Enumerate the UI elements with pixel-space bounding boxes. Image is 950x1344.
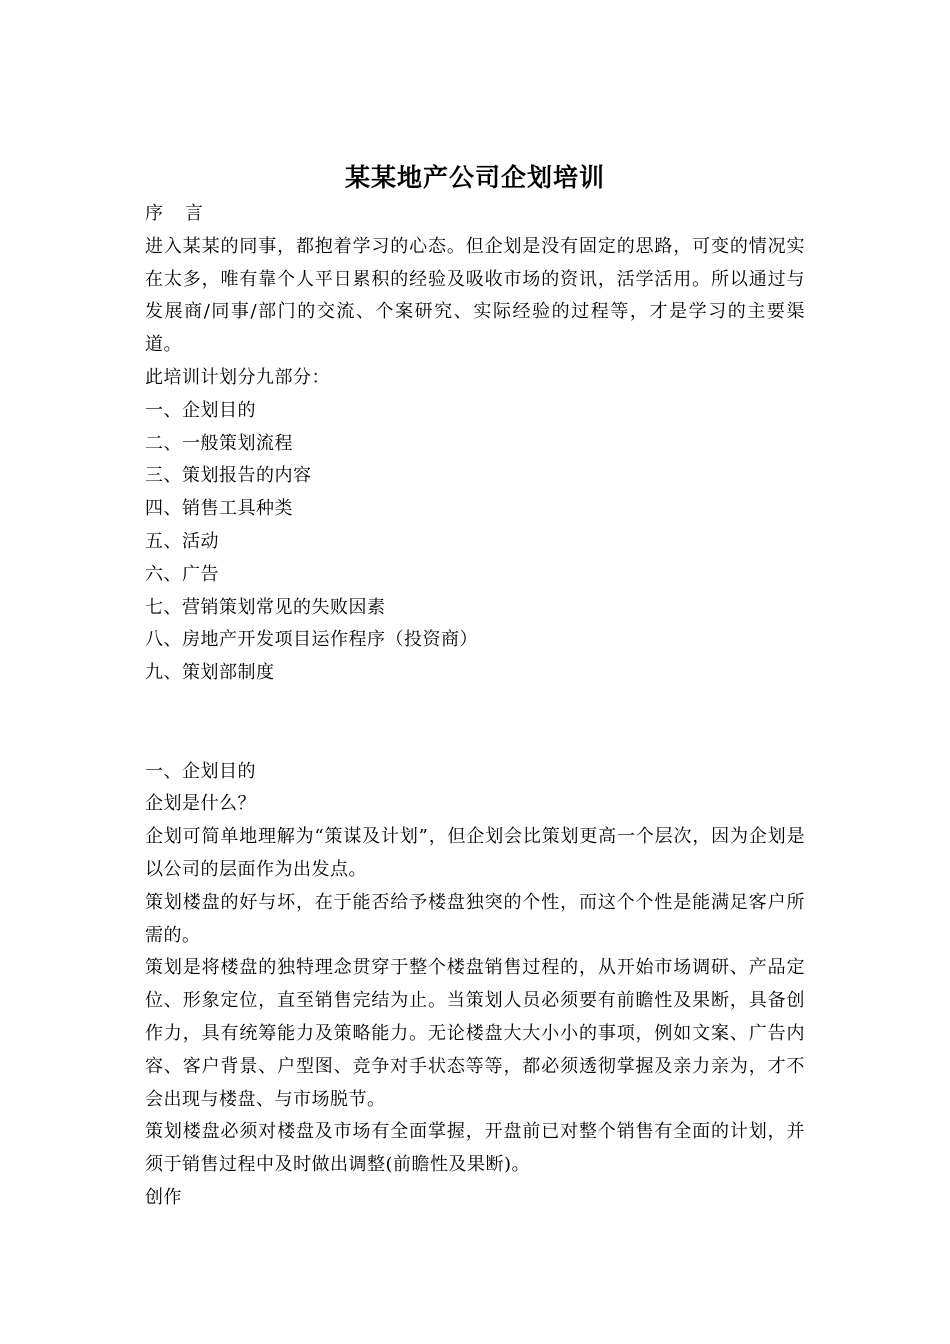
section-paragraph: 企划可简单地理解为“策谋及计划”，但企划会比策划更高一个层次，因为企划是以公司的层面作为出发点。 — [145, 826, 805, 880]
preface-paragraph: 进入某某的同事，都抱着学习的心态。但企划是没有固定的思路，可变的情况实在太多，唯有靠个人平日累积的经验及吸收市场的资讯，活学活用。所以通过与发展商/同事/部门的交流、个案研究、实际经验的过程等，才是学习的主要渠道。 — [145, 235, 805, 356]
document-body — [145, 198, 805, 1215]
document-title: 某某地产公司企划培训 — [344, 163, 605, 192]
toc-item: 二、一般策划流程 — [145, 432, 293, 454]
toc-item: 四、销售工具种类 — [145, 498, 293, 520]
section-question: 企划是什么？ — [145, 793, 256, 815]
section-paragraph: 策划楼盘必须对楼盘及市场有全面掌握，开盘前已对整个销售有全面的计划，并须于销售过程中及时做出调整(前瞻性及果断)。 — [145, 1121, 805, 1176]
section-heading: 一、企划目的 — [145, 760, 256, 782]
toc-item: 七、营销策划常见的失败因素 — [145, 596, 386, 618]
preface-heading: 序 言 — [145, 203, 211, 224]
section-subheading: 创作 — [145, 1186, 182, 1208]
toc-item: 五、活动 — [145, 530, 219, 552]
section-spacer — [145, 690, 805, 756]
toc-item: 八、房地产开发项目运作程序（投资商） — [145, 629, 478, 651]
section-paragraph: 策划楼盘的好与坏，在于能否给予楼盘独突的个性，而这个个性是能满足客户所需的。 — [145, 891, 805, 946]
toc-item: 六、广告 — [145, 563, 219, 585]
toc-item: 一、企划目的 — [145, 399, 256, 421]
toc-item: 三、策划报告的内容 — [145, 465, 312, 487]
training-plan-intro: 此培训计划分九部分： — [145, 366, 330, 388]
section-paragraph: 策划是将楼盘的独特理念贯穿于整个楼盘销售过程的，从开始市场调研、产品定位、形象定位，直至销售完结为止。当策划人员必须要有前瞻性及果断，具备创作力，具有统筹能力及策略能力。无论楼盘大大小小的事项，例如文案、广告内容、客户背景、户型图、竞争对手状态等等，都必须透彻掌握及亲力亲为，才不会出现与楼盘、与市场脱节。 — [145, 957, 805, 1110]
toc-item: 九、策划部制度 — [145, 662, 275, 684]
